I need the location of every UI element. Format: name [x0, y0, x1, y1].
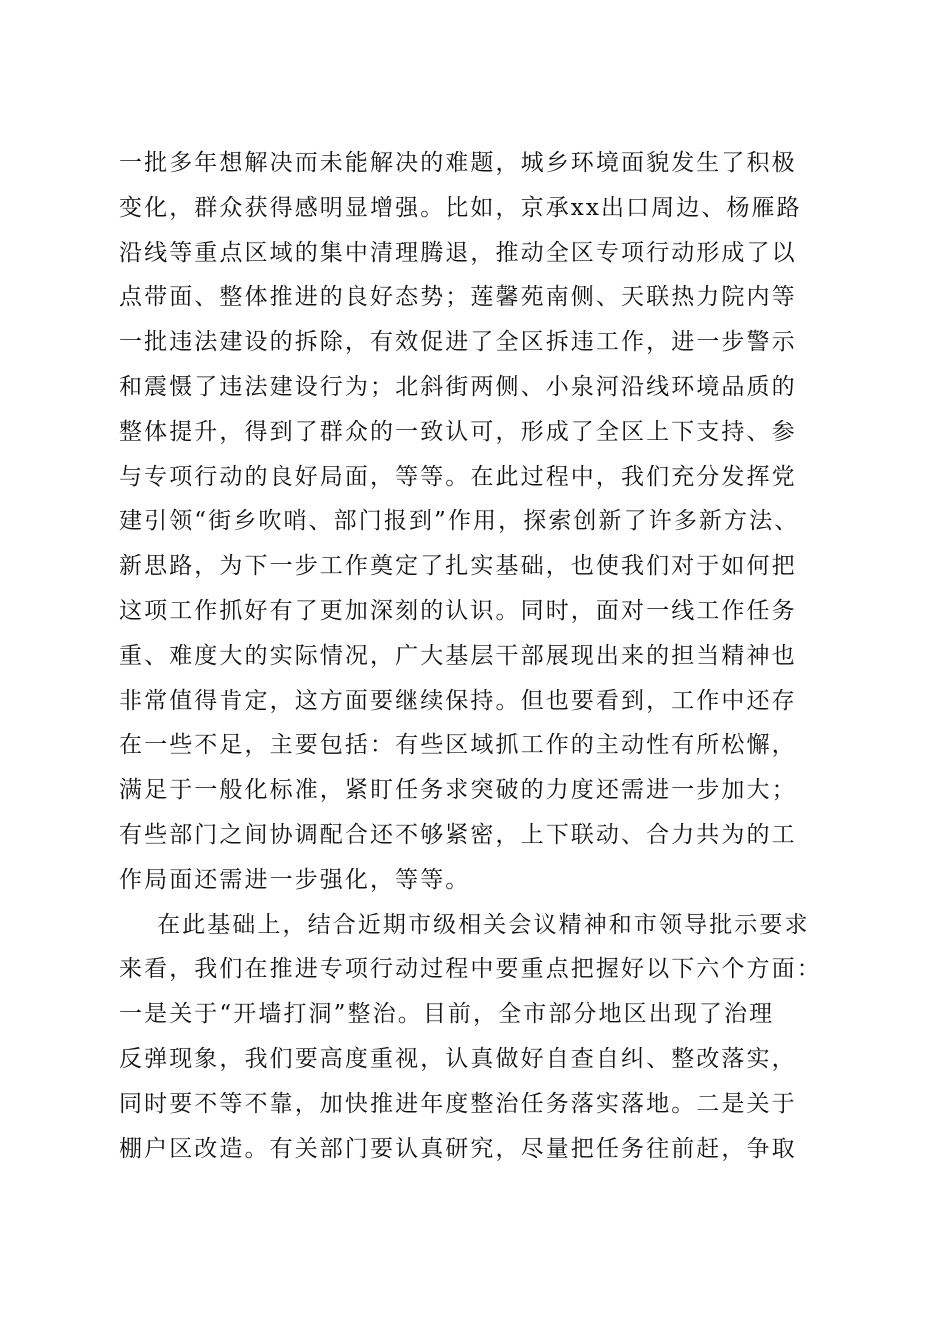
text-line: 来看，我们在推进专项行动过程中要重点把握好以下六个方面：	[119, 956, 822, 983]
text-line: 反弹现象，我们要高度重视，认真做好自查自纠、整改落实，	[119, 1045, 797, 1072]
body-text	[119, 141, 839, 1171]
text-line: 同时要不等不靠，加快推进年度整治任务落实落地。二是关于	[119, 1090, 797, 1117]
text-line: 一是关于“开墙打洞”整治。目前，全市部分地区出现了治理	[119, 1001, 775, 1028]
text-line: 棚户区改造。有关部门要认真研究，尽量把任务往前赶，争取	[119, 1135, 797, 1162]
text-line: 非常值得肯定，这方面要继续保持。但也要看到，工作中还存	[119, 687, 797, 714]
text-line: 有些部门之间协调配合还不够紧密，上下联动、合力共为的工	[119, 821, 797, 848]
paragraph-start-line: 在此基础上，结合近期市级相关会议精神和市领导批示要求	[157, 911, 810, 938]
text-line: 一批多年想解决而未能解决的难题，城乡环境面貌发生了积极	[119, 150, 797, 176]
text-line: 沿线等重点区域的集中清理腾退，推动全区专项行动形成了以	[119, 239, 797, 266]
text-line: 和震慑了违法建设行为；北斜街两侧、小泉河沿线环境品质的	[119, 373, 797, 400]
text-line: 与专项行动的良好局面，等等。在此过程中，我们充分发挥党	[119, 463, 797, 490]
text-line: 点带面、整体推进的良好态势；莲馨苑南侧、天联热力院内等	[119, 284, 797, 311]
text-line: 在一些不足，主要包括：有些区域抓工作的主动性有所松懈，	[119, 732, 797, 759]
text-line: 作局面还需进一步强化，等等。	[119, 866, 471, 893]
text-line: 变化，群众获得感明显增强。比如，京承xx出口周边、杨雁路	[119, 194, 802, 221]
text-line: 这项工作抓好有了更加深刻的认识。同时，面对一线工作任务	[119, 597, 797, 624]
text-line: 重、难度大的实际情况，广大基层干部展现出来的担当精神也	[119, 642, 797, 669]
text-line: 新思路，为下一步工作奠定了扎实基础，也使我们对于如何把	[119, 553, 797, 580]
text-line: 满足于一般化标准，紧盯任务求突破的力度还需进一步加大；	[119, 777, 797, 804]
text-line: 一批违法建设的拆除，有效促进了全区拆违工作，进一步警示	[119, 329, 797, 356]
text-line: 整体提升，得到了群众的一致认可，形成了全区上下支持、参	[119, 418, 797, 445]
text-line: 建引领“街乡吹哨、部门报到”作用，探索创新了许多新方法、	[119, 508, 800, 535]
